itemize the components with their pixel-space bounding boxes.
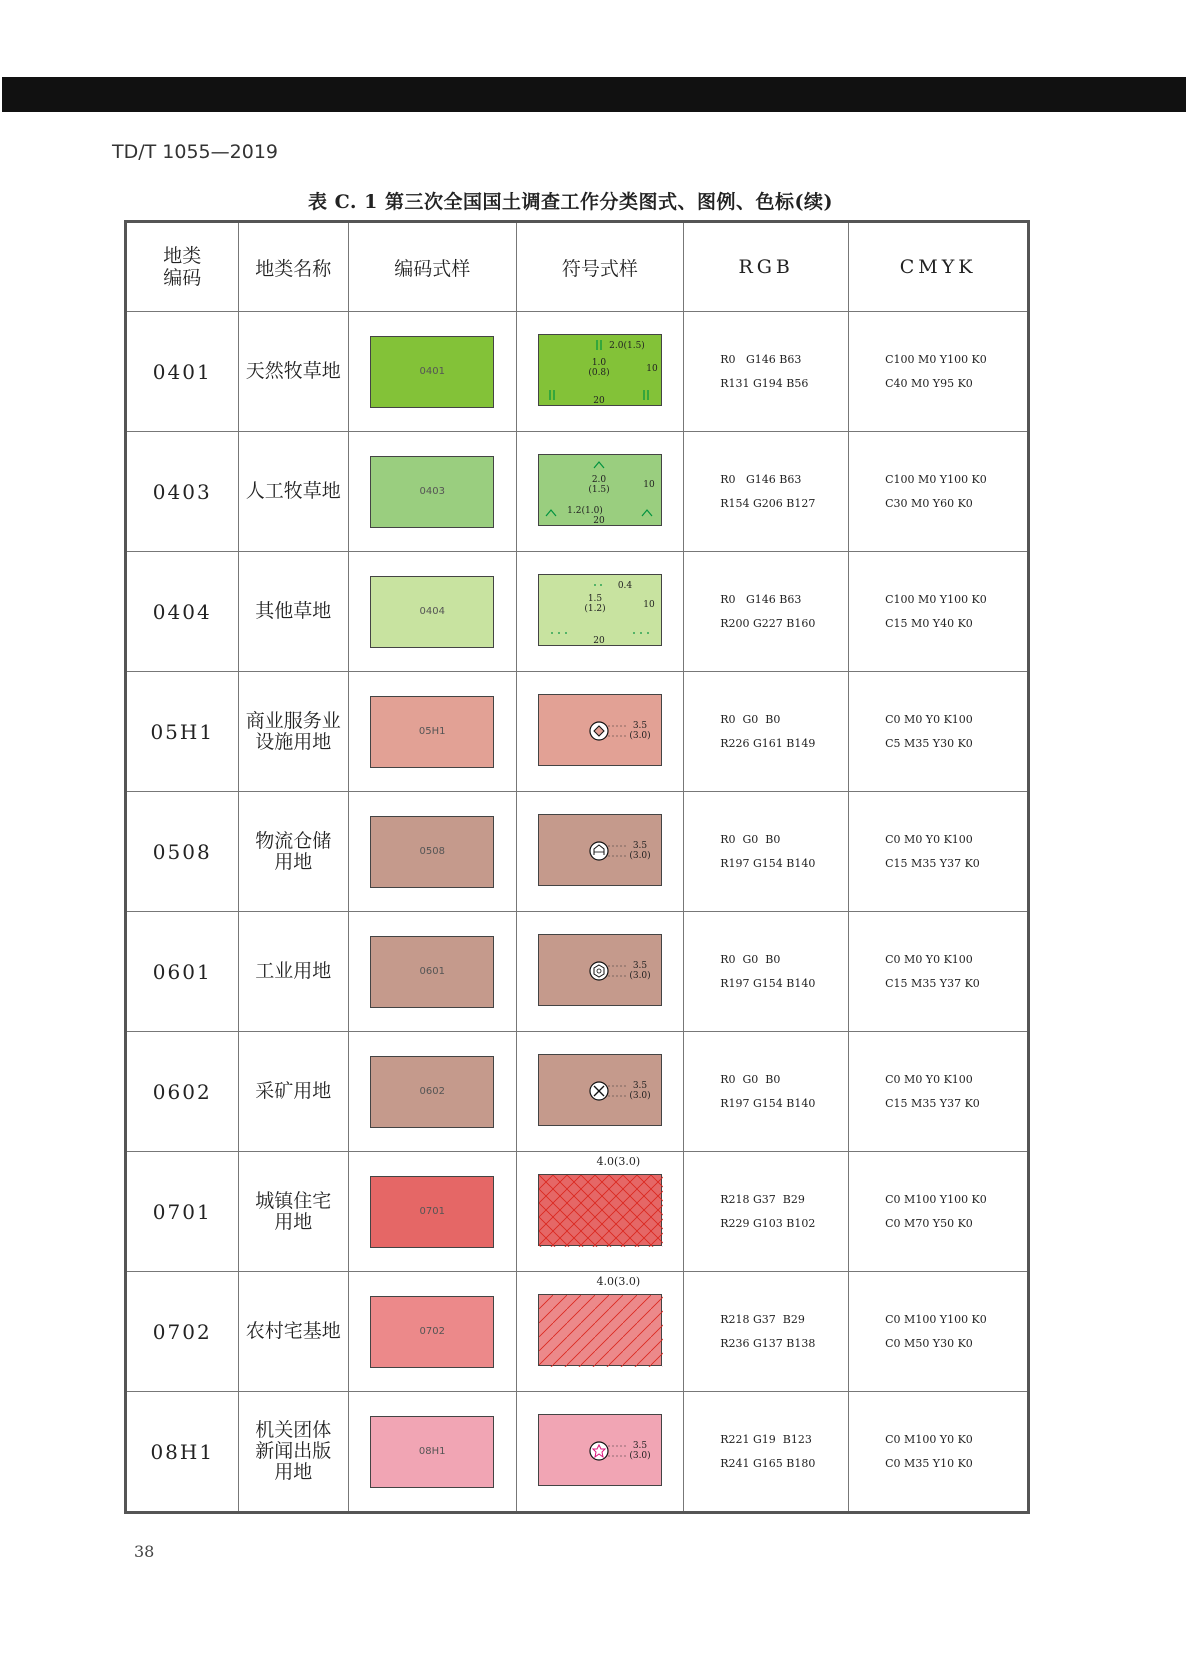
code-sample-swatch: 0601	[370, 936, 494, 1008]
rgb-line: R131 G194 B56	[720, 376, 809, 390]
rgb-line: R0 G146 B63	[720, 352, 802, 366]
symbol-label: 10	[646, 363, 658, 374]
rgb-values	[684, 792, 849, 912]
land-name-line: 商业服务业	[245, 709, 341, 732]
rgb-line: R0 G0 B0	[720, 832, 781, 846]
symbol-label: (3.0)	[629, 850, 651, 861]
cmyk-line: C0 M100 Y100 K0	[885, 1192, 987, 1206]
land-code: 0404	[126, 552, 239, 672]
code-sample-cell	[348, 1032, 516, 1152]
symbol-label: 4.0(3.0)	[596, 1275, 641, 1288]
land-name-line: 新闻出版	[255, 1440, 332, 1462]
rgb-line: R197 G154 B140	[720, 1096, 816, 1110]
rgb-line: R236 G137 B138	[720, 1336, 816, 1350]
header-code	[126, 222, 239, 312]
code-sample-cell	[348, 792, 516, 912]
rgb-line: R226 G161 B149	[720, 736, 816, 750]
symbol-sample	[538, 1174, 662, 1246]
rgb-values	[684, 912, 849, 1032]
code-sample-swatch: 05H1	[370, 696, 494, 768]
symbol-label: 3.5	[632, 1440, 648, 1451]
table-row	[126, 1032, 1029, 1152]
rgb-line: R197 G154 B140	[720, 856, 816, 870]
land-name-line: 用地	[274, 1461, 313, 1483]
rgb-values	[684, 432, 849, 552]
land-name-line: 用地	[274, 1210, 313, 1233]
land-name: 工业用地	[238, 912, 348, 1032]
cmyk-line: C0 M35 Y10 K0	[885, 1456, 973, 1470]
land-name-line: 设施用地	[255, 730, 332, 753]
cmyk-line: C0 M0 Y0 K100	[885, 952, 973, 966]
rgb-line: R218 G37 B29	[720, 1312, 805, 1326]
symbol-label: 3.5	[632, 1080, 648, 1091]
symbol-sample	[538, 694, 662, 766]
code-sample-cell	[348, 432, 516, 552]
symbol-sample	[538, 814, 662, 886]
table-row	[126, 312, 1029, 432]
cmyk-line: C0 M0 Y0 K100	[885, 712, 973, 726]
cmyk-line: C15 M35 Y37 K0	[885, 856, 980, 870]
code-sample-swatch: 0508	[370, 816, 494, 888]
symbol-sample-cell	[516, 1392, 684, 1513]
symbol-sample-cell	[516, 312, 684, 432]
land-name: 天然牧草地	[238, 312, 348, 432]
symbol-sample	[538, 934, 662, 1006]
rgb-values	[684, 312, 849, 432]
code-sample-swatch: 0401	[370, 336, 494, 408]
symbol-label: 0.4	[617, 580, 633, 591]
code-sample-cell	[348, 672, 516, 792]
symbol-sample-cell	[516, 792, 684, 912]
land-code: 0601	[126, 912, 239, 1032]
land-code: 0602	[126, 1032, 239, 1152]
page-number: 38	[134, 1542, 155, 1561]
header-symbol: 符号式样	[516, 222, 684, 312]
header-code-line1: 地类	[163, 245, 202, 267]
code-sample-cell	[348, 552, 516, 672]
cmyk-line: C15 M35 Y37 K0	[885, 976, 980, 990]
table-row	[126, 1272, 1029, 1392]
rgb-line: R0 G0 B0	[720, 952, 781, 966]
symbol-label: 2.0	[591, 474, 607, 485]
symbol-label: (3.0)	[629, 970, 651, 981]
symbol-label: (1.5)	[588, 484, 610, 495]
rgb-line: R229 G103 B102	[720, 1216, 816, 1230]
table-row	[126, 1152, 1029, 1272]
symbol-sample-cell	[516, 432, 684, 552]
land-name	[238, 792, 348, 912]
table-row	[126, 792, 1029, 912]
symbol-label: 3.5	[632, 840, 648, 851]
header-code-line2: 编码	[163, 267, 202, 289]
rgb-line: R200 G227 B160	[720, 616, 816, 630]
land-name-line: 机关团体	[255, 1419, 332, 1441]
code-sample-cell	[348, 1272, 516, 1392]
symbol-sample-cell	[516, 912, 684, 1032]
symbol-label: 10	[643, 479, 655, 490]
table-header-row	[126, 222, 1029, 312]
land-name	[238, 1152, 348, 1272]
rgb-line: R0 G0 B0	[720, 1072, 781, 1086]
code-sample-swatch: 0404	[370, 576, 494, 648]
cmyk-values	[849, 432, 1029, 552]
code-sample-swatch: 08H1	[370, 1416, 494, 1488]
rgb-values	[684, 1392, 849, 1513]
cmyk-line: C100 M0 Y100 K0	[885, 352, 987, 366]
rgb-values	[684, 1272, 849, 1392]
cmyk-line: C100 M0 Y100 K0	[885, 472, 987, 486]
table-title: 表 C. 1 第三次全国国土调查工作分类图式、图例、色标(续)	[308, 191, 833, 213]
table-row	[126, 432, 1029, 552]
code-sample-cell	[348, 1392, 516, 1513]
land-name	[238, 672, 348, 792]
rgb-line: R218 G37 B29	[720, 1192, 805, 1206]
cmyk-values	[849, 672, 1029, 792]
header-sample: 编码式样	[348, 222, 516, 312]
classification-table	[124, 220, 1030, 1514]
land-code: 08H1	[126, 1392, 239, 1513]
symbol-label: 3.5	[632, 960, 648, 971]
land-code: 0401	[126, 312, 239, 432]
code-sample-swatch: 0403	[370, 456, 494, 528]
symbol-sample-cell	[516, 1152, 684, 1272]
land-name-line: 城镇住宅	[255, 1189, 332, 1212]
symbol-label: (3.0)	[629, 730, 651, 741]
symbol-label: 2.0(1.5)	[609, 340, 645, 351]
symbol-sample-cell	[516, 552, 684, 672]
code-sample-swatch: 0701	[370, 1176, 494, 1248]
symbol-sample	[538, 574, 662, 646]
cmyk-values	[849, 552, 1029, 672]
symbol-label: (3.0)	[629, 1090, 651, 1101]
cmyk-values	[849, 1272, 1029, 1392]
table-body	[126, 312, 1029, 1513]
land-name-line: 物流仓储	[255, 829, 332, 852]
land-code: 05H1	[126, 672, 239, 792]
symbol-sample-cell	[516, 1272, 684, 1392]
symbol-label: 1.2(1.0)	[567, 505, 603, 516]
cmyk-line: C5 M35 Y30 K0	[885, 736, 973, 750]
table-row	[126, 912, 1029, 1032]
rgb-line: R221 G19 B123	[720, 1432, 812, 1446]
cmyk-line: C30 M0 Y60 K0	[885, 496, 973, 510]
symbol-label: 20	[593, 515, 605, 526]
header-cmyk: CMYK	[849, 222, 1029, 312]
land-name-line: 用地	[274, 850, 313, 873]
cmyk-line: C15 M35 Y37 K0	[885, 1096, 980, 1110]
land-code: 0702	[126, 1272, 239, 1392]
symbol-sample-cell	[516, 1032, 684, 1152]
symbol-label: 4.0(3.0)	[596, 1155, 641, 1168]
cmyk-values	[849, 312, 1029, 432]
cmyk-line: C0 M50 Y30 K0	[885, 1336, 973, 1350]
rgb-values	[684, 552, 849, 672]
rgb-line: R0 G146 B63	[720, 592, 802, 606]
cmyk-values	[849, 1392, 1029, 1513]
table-row	[126, 672, 1029, 792]
symbol-sample	[538, 334, 662, 406]
cmyk-values	[849, 1152, 1029, 1272]
cmyk-line: C0 M70 Y50 K0	[885, 1216, 973, 1230]
code-sample-cell	[348, 1152, 516, 1272]
cmyk-values	[849, 1032, 1029, 1152]
rgb-values	[684, 1032, 849, 1152]
standard-code: TD/T 1055—2019	[112, 141, 278, 163]
table-row	[126, 552, 1029, 672]
cmyk-values	[849, 792, 1029, 912]
symbol-label: 20	[593, 395, 605, 406]
land-name: 人工牧草地	[238, 432, 348, 552]
rgb-line: R0 G146 B63	[720, 472, 802, 486]
land-name: 采矿用地	[238, 1032, 348, 1152]
code-sample-swatch: 0602	[370, 1056, 494, 1128]
table-row	[126, 1392, 1029, 1513]
symbol-sample	[538, 1414, 662, 1486]
header-rgb: RGB	[684, 222, 849, 312]
code-sample-swatch: 0702	[370, 1296, 494, 1368]
header-band	[2, 77, 1186, 112]
symbol-label: 1.0	[591, 357, 607, 368]
symbol-label: 10	[643, 599, 655, 610]
cmyk-line: C0 M0 Y0 K100	[885, 832, 973, 846]
symbol-label: (1.2)	[584, 603, 606, 614]
symbol-label: 3.5	[632, 720, 648, 731]
land-code: 0403	[126, 432, 239, 552]
rgb-values	[684, 672, 849, 792]
rgb-line: R197 G154 B140	[720, 976, 816, 990]
land-code: 0701	[126, 1152, 239, 1272]
symbol-sample	[538, 1054, 662, 1126]
code-sample-cell	[348, 912, 516, 1032]
symbol-sample	[538, 1294, 662, 1366]
land-name: 农村宅基地	[238, 1272, 348, 1392]
cmyk-line: C0 M0 Y0 K100	[885, 1072, 973, 1086]
rgb-line: R241 G165 B180	[720, 1456, 816, 1470]
rgb-line: R154 G206 B127	[720, 496, 816, 510]
symbol-label: 20	[593, 635, 605, 646]
cmyk-line: C100 M0 Y100 K0	[885, 592, 987, 606]
symbol-sample-cell	[516, 672, 684, 792]
cmyk-line: C0 M100 Y100 K0	[885, 1312, 987, 1326]
symbol-label: (3.0)	[629, 1450, 651, 1461]
header-name: 地类名称	[238, 222, 348, 312]
symbol-label: (0.8)	[588, 367, 610, 378]
cmyk-line: C0 M100 Y0 K0	[885, 1432, 973, 1446]
land-name	[238, 1392, 348, 1513]
land-code: 0508	[126, 792, 239, 912]
code-sample-cell	[348, 312, 516, 432]
rgb-line: R0 G0 B0	[720, 712, 781, 726]
rgb-values	[684, 1152, 849, 1272]
cmyk-values	[849, 912, 1029, 1032]
cmyk-line: C15 M0 Y40 K0	[885, 616, 973, 630]
land-name: 其他草地	[238, 552, 348, 672]
cmyk-line: C40 M0 Y95 K0	[885, 376, 973, 390]
symbol-label: 1.5	[587, 593, 603, 604]
symbol-sample	[538, 454, 662, 526]
